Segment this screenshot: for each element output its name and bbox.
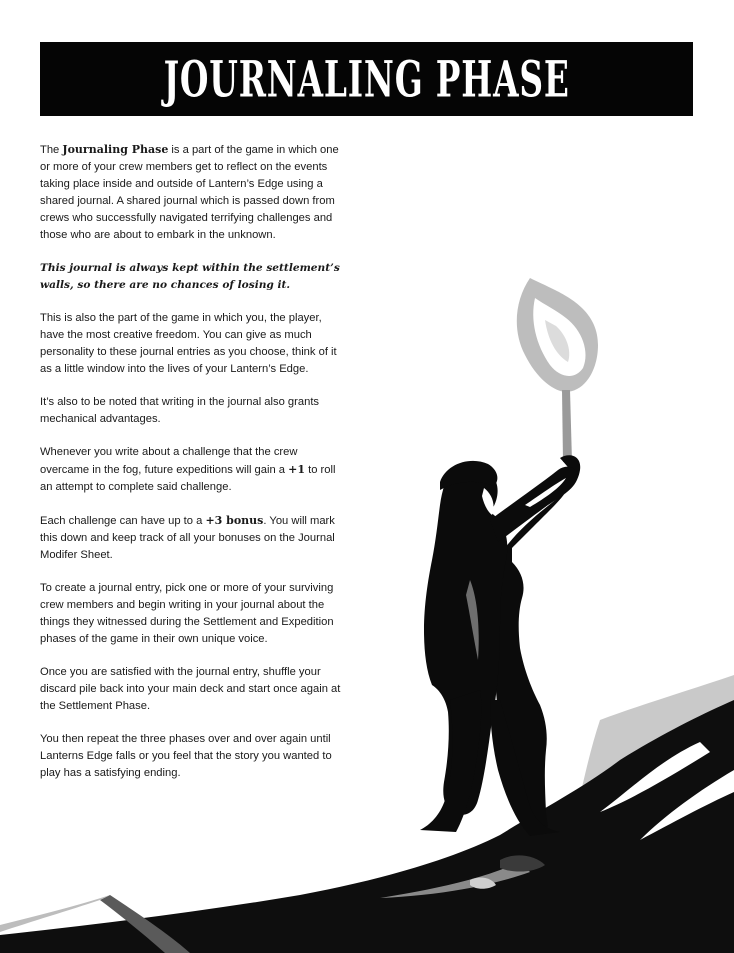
torch-stick	[562, 390, 572, 462]
paragraph-repeat: You then repeat the three phases over and over again until Lanterns Edge falls or you feel that the story you wanted to play has a satisfying ending.	[40, 733, 332, 779]
text: The	[40, 144, 63, 156]
bold-term: +1	[288, 463, 306, 476]
text: to roll an attempt to complete said challenge.	[40, 464, 336, 493]
text: Each challenge can have up to a	[40, 515, 206, 527]
paragraph-freedom: This is also the part of the game in which you, the player, have the most creative freedom. You can give as much personality to these journal entries as you choose, think of it as a little window into the lives of your Lantern’s Edge.	[40, 312, 337, 375]
paragraph-shuffle: Once you are satisfied with the journal entry, shuffle your discard pile back into your main deck and start once again at the Settlement Phase.	[40, 666, 341, 712]
paragraph-create-entry: To create a journal entry, pick one or more of your surviving crew members and begin writing in your journal about the things they witnessed during the Settlement and Expedition phases of the game in their own unique voice.	[40, 582, 334, 645]
paragraph-emphasis: This journal is always kept within the settlement’s walls, so there are no chances of losing it.	[40, 262, 340, 291]
text: Whenever you write about a challenge that the crew overcame in the fog, future expeditions will gain a	[40, 446, 298, 476]
text: is a part of the game in which one or more of your crew members get to reflect on the events taking place inside and outside of Lantern’s Edge using a shared journal. A shared journal which is passed down from crews who successfully navigated terrifying challenges and those who are about to embark in the unknown.	[40, 144, 339, 241]
bold-term: +3 bonus	[205, 514, 264, 527]
page-title: JOURNALING PHASE	[163, 49, 570, 109]
paragraph-advantages: It’s also to be noted that writing in the journal also grants mechanical advantages.	[40, 396, 320, 425]
bold-term: Journaling Phase	[62, 143, 169, 156]
text: . You will mark this down and keep track of all your bonuses on the Journal Modifer Sheet.	[40, 515, 335, 561]
